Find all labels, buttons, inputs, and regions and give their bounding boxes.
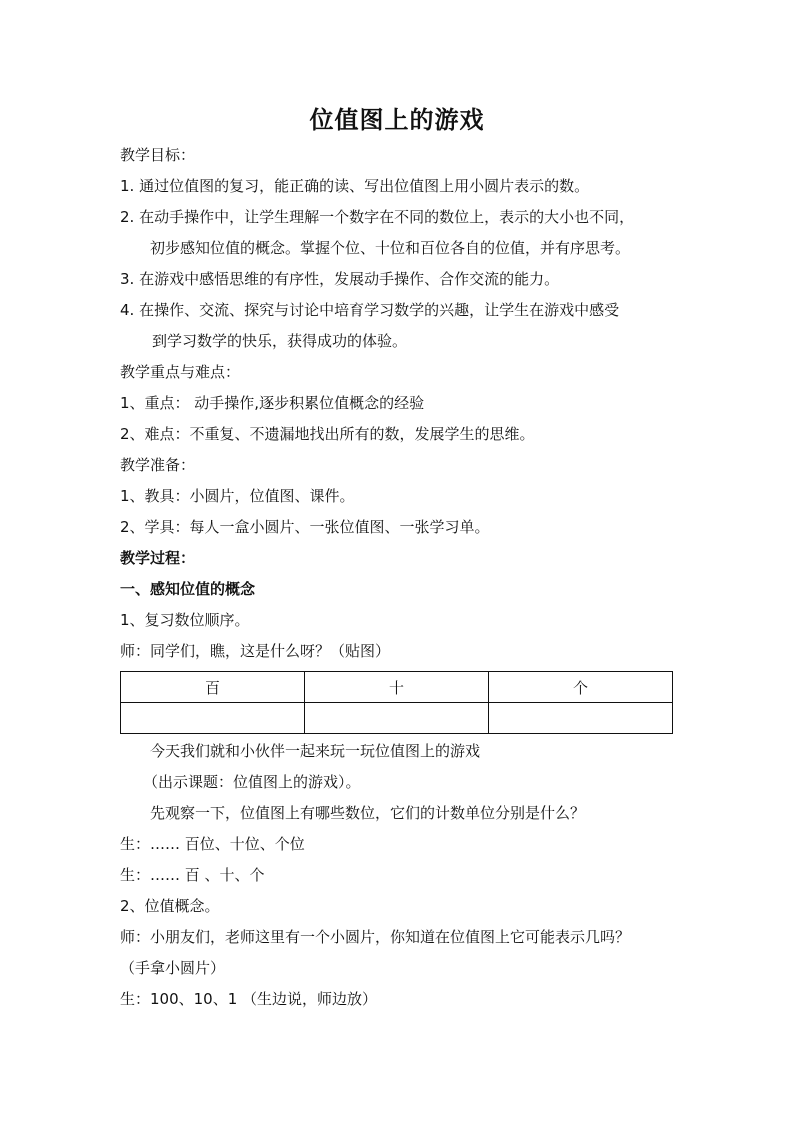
objectives-heading: 教学目标：: [120, 146, 196, 164]
objective-item: 1. 通过位值图的复习，能正确的读、写出位值图上用小圆片表示的数。: [120, 177, 590, 195]
table-header-row: [121, 672, 673, 703]
objective-item: 到学习数学的快乐，获得成功的体验。: [152, 332, 408, 350]
preparation-item: 2、学具：每人一盒小圆片、一张位值图、一张学习单。: [120, 518, 490, 536]
section-heading: 一、感知位值的概念: [120, 580, 256, 598]
preparation-item: 1、教具：小圆片，位值图、课件。: [120, 487, 355, 505]
teacher-line: 师：小朋友们，老师这里有一个小圆片，你知道在位值图上它可能表示几吗？: [120, 928, 631, 946]
empty-cell: [121, 703, 305, 734]
table-row: [121, 703, 673, 734]
objective-item: 初步感知位值的概念。掌握个位、十位和百位各自的位值，并有序思考。: [150, 239, 631, 257]
process-heading: 教学过程：: [120, 549, 196, 567]
paragraph: 先观察一下，位值图上有哪些数位，它们的计数单位分别是什么？: [150, 804, 586, 822]
student-line: 生：…… 百位、十位、个位: [120, 835, 305, 853]
teacher-line: 师：同学们，瞧，这是什么呀？（贴图）: [120, 642, 391, 660]
empty-cell: [489, 703, 673, 734]
place-value-table: [120, 671, 673, 734]
key-points-heading: 教学重点与难点：: [120, 363, 241, 381]
header-ones: 个: [489, 672, 673, 703]
preparation-heading: 教学准备：: [120, 456, 196, 474]
header-hundreds: 百: [121, 672, 305, 703]
step-heading: 1、复习数位顺序。: [120, 611, 250, 629]
empty-cell: [305, 703, 489, 734]
header-tens: 十: [305, 672, 489, 703]
key-point-item: 2、难点：不重复、不遗漏地找出所有的数，发展学生的思维。: [120, 425, 535, 443]
objective-item: 2. 在动手操作中，让学生理解一个数字在不同的数位上，表示的大小也不同，: [120, 208, 635, 226]
paragraph: （出示课题：位值图上的游戏）。: [143, 773, 361, 791]
page-title: 位值图上的游戏: [309, 105, 485, 134]
key-point-item: 1、重点： 动手操作,逐步积累位值概念的经验: [120, 394, 425, 412]
paragraph: 今天我们就和小伙伴一起来玩一玩位值图上的游戏: [150, 742, 481, 760]
objective-item: 4. 在操作、交流、探究与讨论中培育学习数学的兴趣，让学生在游戏中感受: [120, 301, 620, 319]
student-line: 生：…… 百 、十、个: [120, 866, 265, 884]
note-line: （手拿小圆片）: [120, 959, 226, 977]
step-heading: 2、位值概念。: [120, 897, 220, 915]
objective-item: 3. 在游戏中感悟思维的有序性，发展动手操作、合作交流的能力。: [120, 270, 560, 288]
student-line: 生：100、10、1 （生边说，师边放）: [120, 990, 378, 1008]
